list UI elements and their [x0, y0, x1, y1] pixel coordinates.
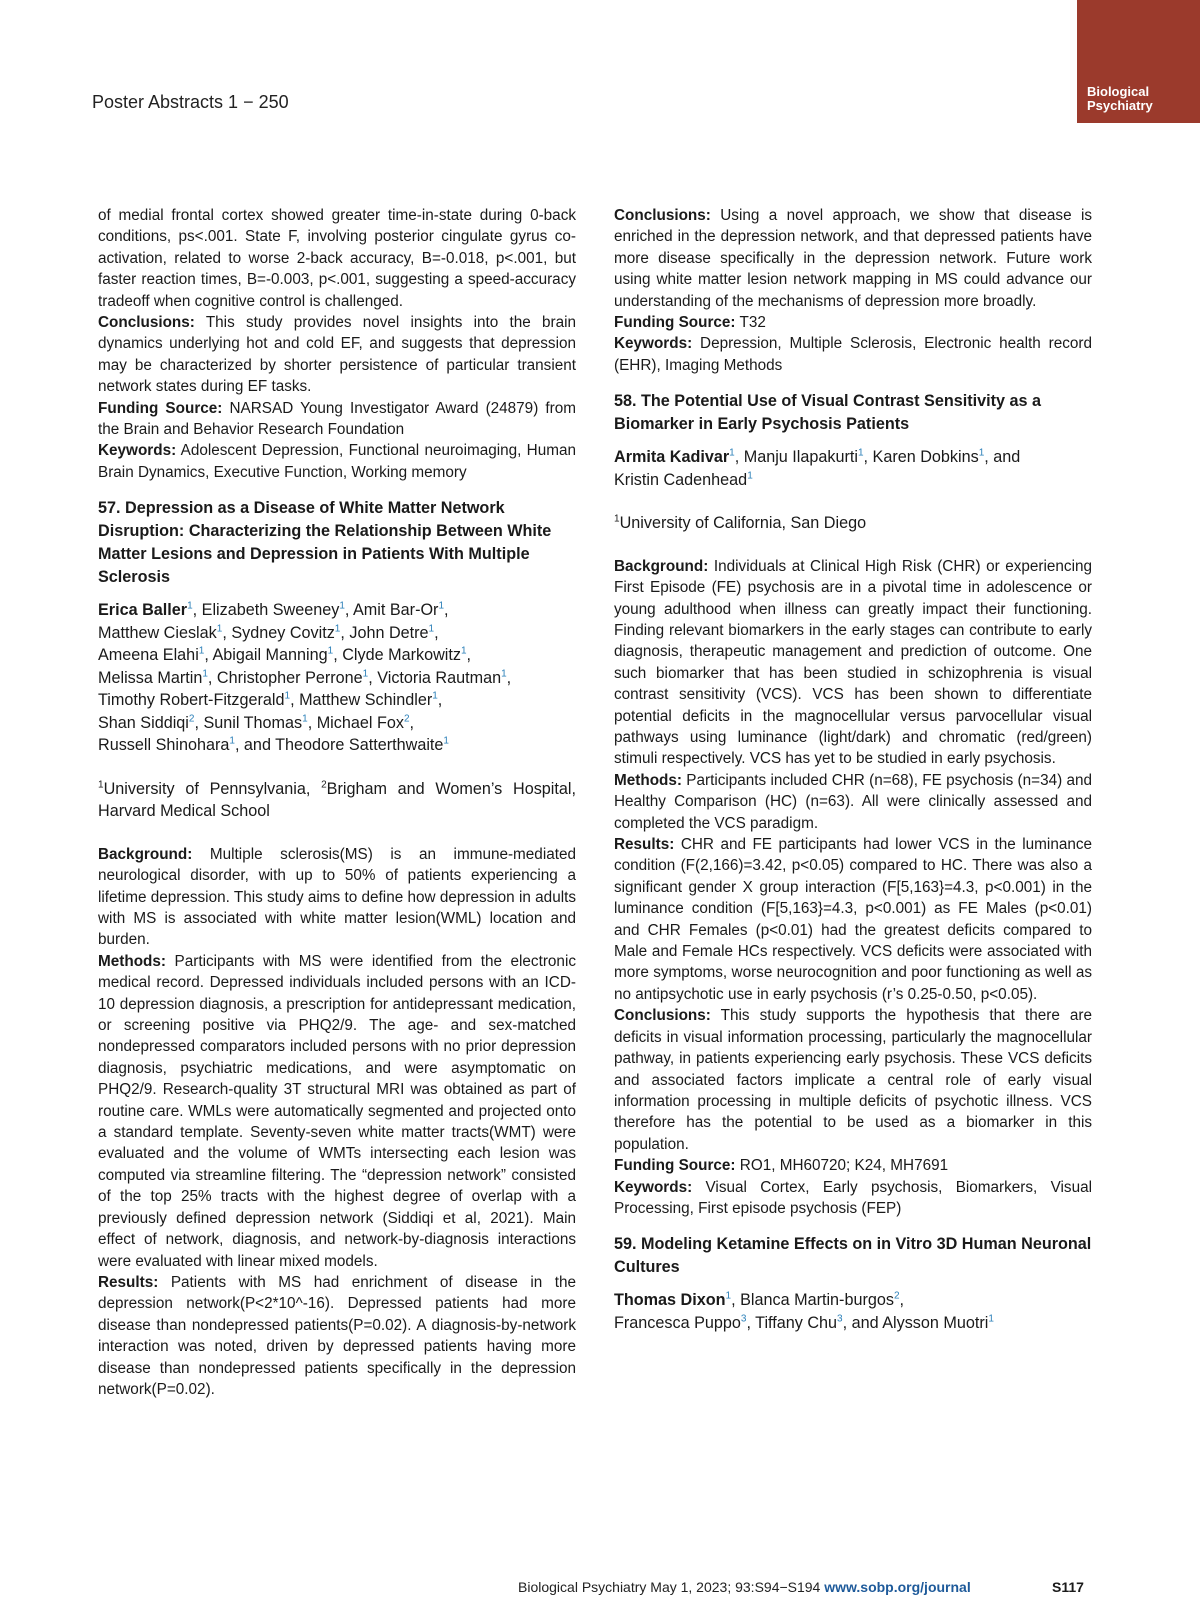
author-name: Matthew Cieslak	[98, 623, 217, 642]
affiliation-sup: 1	[362, 668, 369, 680]
journal-url-link[interactable]: www.sobp.org/journal	[824, 1579, 971, 1595]
affiliation-sup: 3	[837, 1313, 843, 1325]
methods-label: Methods:	[98, 952, 166, 970]
affiliation-sup: 2	[403, 713, 410, 725]
affiliation-sup: 1	[988, 1313, 994, 1325]
affiliation-sup: 1	[284, 690, 291, 702]
methods-label: Methods:	[614, 771, 682, 789]
conclusions-text: This study supports the hypothesis that there are deficits in visual information processing, particularly the magnocellular pathway, in patients experiencing early psychosis. These VCS deficits and associated factors implicate a central role of early visual information processing in multiple deficits of psychotic illness. VCS therefore has the potential to be used as a biomarker in this population.	[614, 1007, 1092, 1153]
author-name: Melissa Martin	[98, 668, 203, 687]
author-name: , and Alysson Muotri	[842, 1313, 989, 1332]
journal-logo-tab	[1077, 0, 1200, 123]
abstract-57-results	[98, 1272, 576, 1400]
author-name: , Sydney Covitz	[222, 623, 335, 642]
continued-results-text: of medial frontal cortex showed greater time-in-state during 0-back conditions, ps<.001. State F, involving posterior cingulate gyrus co-activation, related to worse 2-back accuracy, B=-0.018, p<.001, but faster reaction times, B=-0.003, p<.001, suggesting a speed-accuracy tradeoff when cognitive control is challenged.	[98, 207, 576, 310]
author-name: , Amit Bar-Or	[344, 601, 439, 620]
author-name: ,	[506, 668, 512, 687]
abstract-58-title: 58. The Potential Use of Visual Contrast Sensitivity as a Biomarker in Early Psychosis Patients	[614, 392, 1042, 434]
abstract-57-background	[98, 844, 576, 951]
affiliation-sup: 1	[302, 713, 308, 725]
abstract-57-conclusions	[614, 205, 1092, 312]
author-name: , Matthew Schindler	[290, 691, 433, 710]
author-name: Timothy Robert-Fitzgerald	[98, 691, 285, 710]
results-label: Results:	[98, 1273, 159, 1291]
author-name: , Manju Ilapakurti	[734, 448, 858, 467]
affiliation-sup: 2	[188, 713, 195, 725]
running-head: Poster Abstracts 1 − 250	[92, 92, 289, 112]
affiliation-sup: 1	[334, 623, 341, 635]
conclusions-text: Using a novel approach, we show that disease is enriched in the depression network, and that depressed patients have more disease specifically in the depression network. Future work using white matter lesion network mapping in MS could advance our understanding of the mechanisms of depression more broadly.	[614, 207, 1092, 310]
author-name: , Victoria Rautman	[368, 668, 502, 687]
author-name: ,	[409, 713, 415, 732]
abstract-58-methods	[614, 770, 1092, 834]
author-name: , Blanca Martin-burgos	[731, 1291, 894, 1310]
affiliation-sup: 1	[857, 447, 864, 459]
author-name: ,	[466, 646, 472, 665]
affiliation-sup: 2	[321, 779, 327, 791]
author-name: , Christopher Perrone	[207, 668, 363, 687]
abstract-57-title: 57. Depression as a Disease of White Matter Network Disruption: Characterizing the Relationship Between White Matter Lesions and Depression in Patients With Multiple Sclerosis	[98, 499, 552, 587]
affiliation-1: University of California, San Diego	[619, 514, 867, 533]
abstract-58-results	[614, 834, 1092, 1005]
author-name: ,	[444, 601, 449, 620]
journal-name-line2: Psychiatry	[1087, 98, 1153, 113]
prev-conclusions	[98, 312, 576, 398]
funding-text: NARSAD Young Investigator Award (24879) from the Brain and Behavior Research Foundation	[98, 399, 576, 439]
author-name: , Karen Dobkins	[863, 448, 979, 467]
affiliation-sup: 1	[747, 470, 753, 482]
results-text: CHR and FE participants had lower VCS in the luminance condition (F(2,166)=3.42, p<0.05) compared to HC. There was also a significant gender X group interaction (F[5,163}=4.3, p<0.001) in the luminance condition (F[5,163}=4.3, p<0.001) as FE Males (p<0.01) and CHR Females (p<0.01) had the greatest deficits compared to Male and Female HCs respectively. VCS deficits were associated with more symptoms, worse neurocognition and poor functioning as well as no antipsychotic use in early psychosis (r’s 0.25-0.50, p<0.05).	[614, 836, 1092, 1003]
abstract-57-authors	[98, 599, 576, 757]
conclusions-label: Conclusions:	[614, 207, 711, 224]
affiliation-sup: 1	[614, 513, 620, 525]
affiliation-sup: 1	[438, 600, 445, 612]
author-name: , Elizabeth Sweeney	[192, 601, 340, 620]
background-label: Background:	[614, 557, 709, 575]
author-name: Russell Shinohara	[98, 736, 230, 755]
background-label: Background:	[98, 845, 193, 863]
affiliation-sup: 1	[187, 600, 193, 612]
author-name: ,	[434, 623, 439, 642]
affiliation-sup: 2	[893, 1290, 900, 1302]
abstract-58-keywords	[614, 1177, 1092, 1220]
funding-text: RO1, MH60720; K24, MH7691	[735, 1157, 949, 1175]
author-name: , Clyde Markowitz	[333, 646, 461, 665]
author-name: , John Detre	[340, 623, 429, 642]
background-text: Multiple sclerosis(MS) is an immune-mediated neurological disorder, with up to 50% of patients experiencing a lifetime depression. This study aims to define how depression in adults with MS is associated with white matter lesion(WML) location and burden.	[98, 845, 576, 949]
funding-label: Funding Source:	[614, 1157, 736, 1175]
abstract-57-keywords	[614, 333, 1092, 376]
page-number: S117	[1052, 1579, 1084, 1595]
abstract-58-funding	[614, 1155, 1092, 1176]
citation-text: Biological Psychiatry May 1, 2023; 93:S94−S194	[518, 1579, 825, 1595]
footer-citation	[518, 1579, 971, 1595]
affiliation-sup: 1	[216, 623, 223, 635]
affiliation-sup: 1	[501, 668, 507, 680]
abstract-58-authors	[614, 446, 1092, 491]
lead-author: Erica Baller	[98, 601, 188, 620]
author-name: Ameena Elahi	[98, 646, 199, 665]
author-name: ,	[899, 1291, 905, 1310]
abstract-59-authors	[614, 1289, 1092, 1334]
author-name: , Tiffany Chu	[746, 1313, 838, 1332]
affiliation-1: University of Pennsylvania,	[103, 779, 322, 798]
prev-funding	[98, 398, 576, 441]
left-column	[98, 205, 576, 1400]
affiliation-sup: 1	[725, 1290, 732, 1302]
keywords-label: Keywords:	[614, 335, 693, 353]
keywords-text: Depression, Multiple Sclerosis, Electronic health record (EHR), Imaging Methods	[614, 335, 1092, 374]
affiliation-sup: 1	[202, 668, 208, 680]
right-column	[614, 205, 1092, 1334]
journal-name-line1: Biological	[1087, 84, 1150, 99]
affiliation-sup: 1	[432, 690, 438, 702]
conclusions-label: Conclusions:	[98, 314, 195, 332]
funding-label: Funding Source:	[614, 314, 736, 332]
background-text: Individuals at Clinical High Risk (CHR) or experiencing First Episode (FE) psychosis are in a pivotal time in adolescence or young adulthood when illness can greatly impact their functioning. Finding relevant biomarkers in the early stages can contribute to early diagnosis, therapeutic management and prediction of outcome. One such biomarker that has been studied in schizophrenia is visual contrast sensitivity (VCS). VCS has been shown to differentiate potential deficits in the magnocellular versus parvocellular visual pathways using luminance (light/dark) and chromatic (red/green) stimuli respectively. VCS has yet to be studied in early psychosis.	[614, 557, 1092, 768]
author-name: , Sunil Thomas	[194, 713, 303, 732]
keywords-text: Visual Cortex, Early psychosis, Biomarkers, Visual Processing, First episode psychosis (FEP)	[614, 1178, 1092, 1217]
author-name: ,	[437, 691, 443, 710]
abstract-59-title: 59. Modeling Ketamine Effects on in Vitro 3D Human Neuronal Cultures	[614, 1235, 1092, 1277]
lead-author: Thomas Dixon	[614, 1291, 726, 1310]
keywords-text: Adolescent Depression, Functional neuroimaging, Human Brain Dynamics, Executive Function, Working memory	[98, 442, 576, 481]
keywords-label: Keywords:	[614, 1178, 693, 1196]
author-name: , Michael Fox	[307, 713, 404, 732]
author-name: , and Theodore Satterthwaite	[234, 736, 444, 755]
conclusions-label: Conclusions:	[614, 1007, 711, 1025]
affiliation-sup: 1	[729, 447, 735, 459]
keywords-label: Keywords:	[98, 442, 177, 460]
abstract-58-affiliations	[614, 512, 1092, 535]
affiliation-sup: 1	[339, 600, 345, 612]
results-text: Patients with MS had enrichment of disease in the depression network(P<2*10^-16). Depressed patients had more disease than nondepressed patients(P=0.02). A diagnosis-by-network interaction was noted, driven by depressed patients having more disease than nondepressed patients specifically in the depression network(P=0.02).	[98, 1273, 576, 1398]
conclusions-text: This study provides novel insights into the brain dynamics underlying hot and cold EF, and suggests that depression may be characterized by shorter persistence of particular transient network states during EF tasks.	[98, 314, 576, 396]
affiliation-sup: 1	[460, 645, 467, 657]
prev-keywords	[98, 440, 576, 483]
author-name: , and	[984, 448, 1021, 467]
abstract-58-conclusions	[614, 1005, 1092, 1155]
affiliation-sup: 1	[327, 645, 334, 657]
lead-author: Armita Kadivar	[614, 448, 730, 467]
abstract-58-background	[614, 556, 1092, 770]
author-name: Shan Siddiqi	[98, 713, 189, 732]
author-list	[98, 601, 511, 754]
methods-text: Participants with MS were identified from the electronic medical record. Depressed individuals included persons with an ICD-10 depression diagnosis, a prescription for antidepressant medication, or screening positive via PHQ2/9. The age- and sex-matched nondepressed comparators included persons with no prior depression diagnosis, psychiatric medications, and were asymptomatic on PHQ2/9. Research-quality 3T structural MRI was obtained as part of routine care. WMLs were automatically segmented and projected onto a standard template. Seventy-seven white matter tracts(WMT) were evaluated and the volume of WMTs intersecting each lesion was computed via streamline filtering. The “depression network” consisted of the top 25% tracts with the highest degree of overlap with a previously defined depression network (Siddiqi et al, 2021). Main effect of network, diagnosis, and network-by-diagnosis interactions were evaluated with linear mixed models.	[98, 952, 576, 1270]
author-name: Francesca Puppo	[614, 1313, 741, 1332]
affiliation-sup: 1	[98, 779, 104, 791]
abstract-57-methods	[98, 951, 576, 1272]
affiliation-sup: 1	[443, 735, 449, 747]
abstract-57-affiliations	[98, 778, 576, 823]
author-name: , Abigail Manning	[204, 646, 328, 665]
affiliation-sup: 1	[198, 645, 205, 657]
funding-text: T32	[735, 314, 766, 332]
affiliation-sup: 1	[229, 735, 235, 747]
affiliation-2: Brigham and Women’s Hospital, Harvard Medical School	[98, 779, 576, 821]
author-name: Kristin Cadenhead	[614, 470, 748, 489]
affiliation-sup: 1	[428, 623, 435, 635]
affiliation-sup: 1	[978, 447, 985, 459]
abstract-57-funding	[614, 312, 1092, 333]
methods-text: Participants included CHR (n=68), FE psychosis (n=34) and Healthy Comparison (HC) (n=63). All were clinically assessed and completed the VCS paradigm.	[614, 771, 1092, 832]
affiliation-sup: 3	[740, 1313, 747, 1325]
funding-label: Funding Source:	[98, 399, 223, 417]
results-label: Results:	[614, 836, 675, 854]
